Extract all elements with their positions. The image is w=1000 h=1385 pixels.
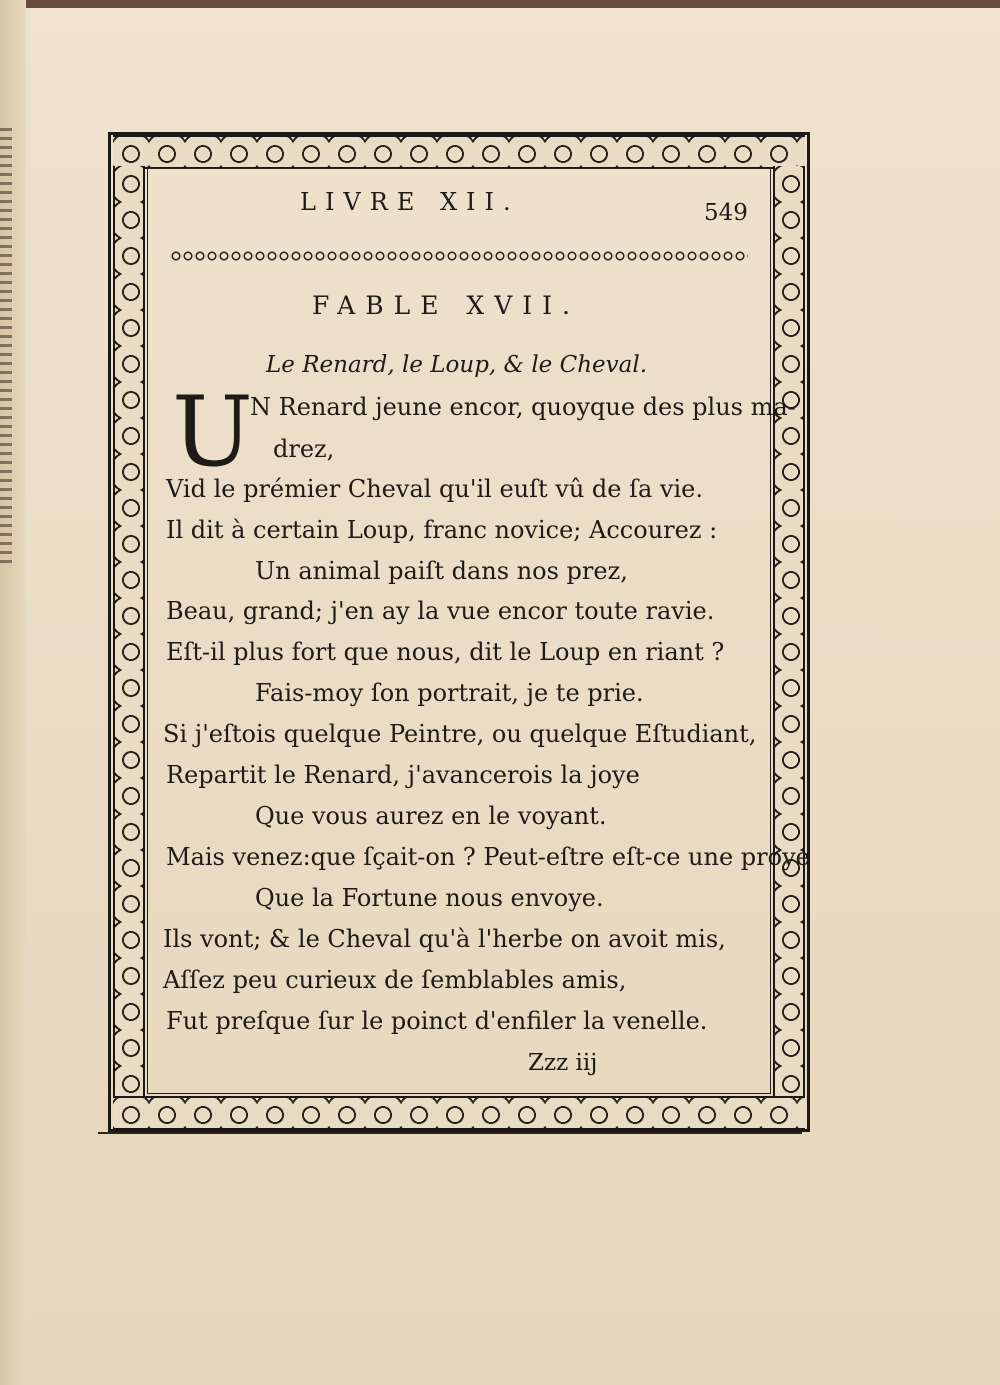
verse-line: N Renard jeune encor, quoyque des plus ma- bbox=[250, 393, 796, 421]
verse-line: Vid le prémier Cheval qu'il euſt vû de ſa vie. bbox=[166, 475, 703, 503]
verse-line: Eſt-il plus fort que nous, dit le Loup en riant ? bbox=[166, 638, 725, 666]
ornament-band-left bbox=[113, 166, 145, 1096]
verse-line: Que vous aurez en le voyant. bbox=[255, 802, 607, 830]
page-top-edge bbox=[0, 0, 1000, 8]
verse-line: Repartit le Renard, j'avancerois la joye bbox=[166, 761, 640, 789]
ornament-band-bottom bbox=[113, 1096, 805, 1130]
ornament-divider bbox=[170, 249, 748, 263]
fable-subtitle: Le Renard, le Loup, & le Cheval. bbox=[266, 352, 648, 378]
verse-line: Fut preſque ſur le poinct d'enfiler la venelle. bbox=[166, 1007, 708, 1035]
fable-title: FABLE XVII. bbox=[312, 291, 580, 320]
drop-cap: U bbox=[172, 376, 253, 488]
verse-line: Aſſez peu curieux de ſemblables amis, bbox=[163, 966, 627, 994]
verse-line: Beau, grand; j'en ay la vue encor toute ravie. bbox=[166, 597, 715, 625]
facing-page-edge bbox=[0, 128, 12, 568]
ornament-band-top bbox=[113, 135, 805, 169]
verse-line: drez, bbox=[273, 435, 335, 463]
verse-line: Mais venez:que ſçait-on ? Peut-eſtre eſt-ce une proye bbox=[166, 843, 810, 871]
verse-line: Que la Fortune nous envoye. bbox=[255, 884, 604, 912]
verse-line: Fais-moy ſon portrait, je te prie. bbox=[255, 679, 644, 707]
page-number: 549 bbox=[704, 200, 748, 226]
running-head: LIVRE XII. bbox=[300, 188, 520, 216]
verse-line: Si j'eſtois quelque Peintre, ou quelque Eſtudiant, bbox=[163, 720, 757, 748]
signature-mark: Zzz iij bbox=[528, 1050, 598, 1076]
verse-line: Ils vont; & le Cheval qu'à l'herbe on avoit mis, bbox=[163, 925, 726, 953]
bottom-rule bbox=[98, 1132, 802, 1134]
ornament-band-right bbox=[773, 166, 805, 1096]
verse-line: Il dit à certain Loup, franc novice; Accourez : bbox=[166, 516, 718, 544]
verse-line: Un animal paiſt dans nos prez, bbox=[255, 557, 628, 585]
